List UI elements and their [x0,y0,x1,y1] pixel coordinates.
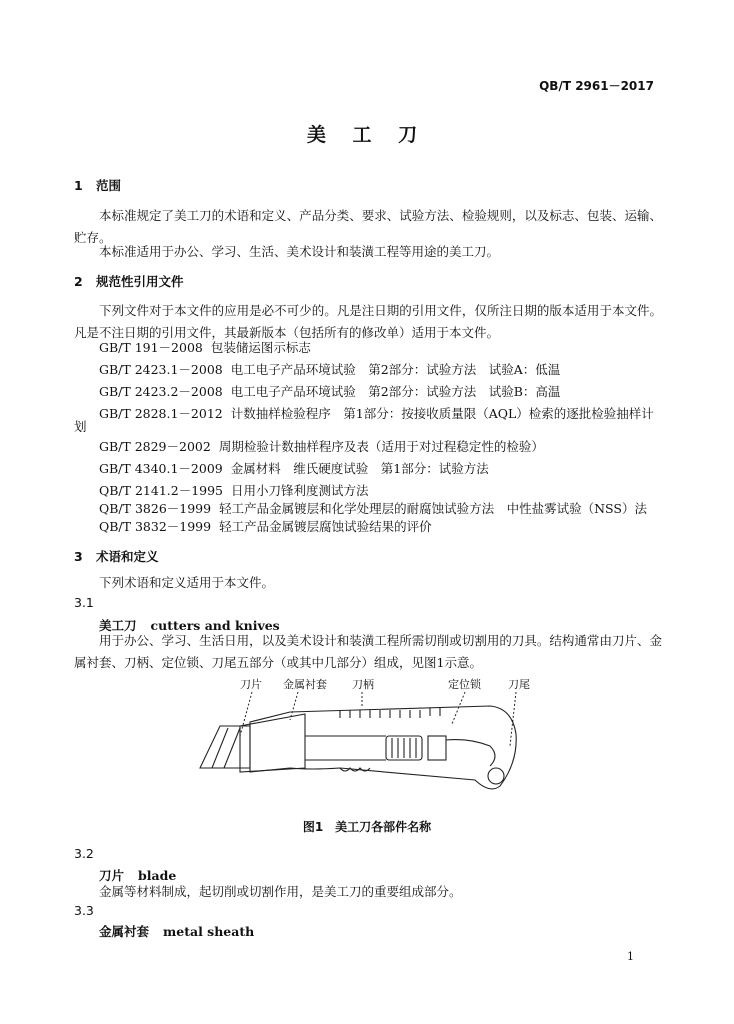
handle-rail [305,736,386,760]
clause-number: 3.1 [74,595,94,610]
term-chinese: 金属衬套 [99,924,150,939]
blade-shape [200,726,250,768]
term-english: metal sheath [163,924,255,939]
reference-item [99,381,560,403]
reference-title: 日用小刀锋利度测试方法 [231,483,369,498]
reference-continuation: 划 [74,419,87,434]
lock-block [428,736,446,760]
blade-score-line [212,728,228,768]
reference-item [99,403,654,425]
reference-item [99,516,432,538]
section-number: 3 [74,549,83,564]
reference-code: QB/T 2141.2－1995 [99,483,224,498]
reference-code: QB/T 3826－1999 [99,501,212,516]
section-title: 术语和定义 [96,549,159,564]
figure-caption: 图1 美工刀各部件名称 [302,820,432,834]
reference-title: 电工电子产品环境试验 第2部分：试验方法 试验A：低温 [230,362,561,377]
reference-title: 轻工产品金属镀层腐蚀试验结果的评价 [219,519,432,534]
term-english: cutters and knives [150,618,280,633]
reference-title: 计数抽样检验程序 第1部分：按接收质量限（AQL）检索的逐批检验抽样计 [230,406,654,421]
reference-code: GB/T 191－2008 [99,340,203,355]
term-definition: 金属等材料制成，起切削或切割作用，是美工刀的重要组成部分。 [99,884,462,899]
reference-code: GB/T 2828.1－2012 [99,406,223,421]
clause-number: 3.3 [74,903,94,918]
knife-drawing [200,706,516,789]
reference-item [99,359,560,381]
terms-intro: 下列术语和定义适用于本文件。 [99,575,275,590]
reference-title: 包装储运图示标志 [210,340,311,355]
reference-title: 周期检验计数抽样程序及表（适用于对过程稳定性的检验） [218,439,544,454]
section-1-heading [74,176,121,194]
handle-shape [250,706,516,789]
term-chinese: 美工刀 [99,618,137,633]
handle-contour [446,740,495,766]
standard-code: QB/T 2961－2017 [539,79,654,93]
label-blade: 刀片 [240,678,262,691]
document-title: 美 工 刀 [306,124,428,146]
section-title: 范围 [96,178,122,193]
scope-paragraph-2: 本标准适用于办公、学习、生活、美术设计和装潢工程等用途的美工刀。 [99,244,500,259]
reference-title: 轻工产品金属镀层和化学处理层的耐腐蚀试验方法 中性盐雾试验（NSS）法 [219,501,647,516]
label-tail: 刀尾 [508,678,530,691]
figure-labels [240,677,530,691]
section-number: 1 [74,178,83,193]
page-number: 1 [627,950,634,963]
reference-code: GB/T 4340.1－2009 [99,461,223,476]
reference-item [99,458,489,480]
reference-title: 电工电子产品环境试验 第2部分：试验方法 试验B：高温 [230,384,561,399]
term-definition: 用于办公、学习、生活日用，以及美术设计和装潢工程所需切削或切割用的刀具。结构通常由刀片、金属衬套、刀柄、定位锁、刀尾五部分（或其中几部分）组成，见图1示意。 [74,633,662,670]
term-entry [99,922,254,940]
scope-paragraph-1: 本标准规定了美工刀的术语和定义、产品分类、要求、试验方法、检验规则，以及标志、包装、运输、贮存。 [74,208,662,245]
references-intro: 下列文件对于本文件的应用是必不可少的。凡是注日期的引用文件，仅所注日期的版本适用于本文件。凡是不注日期的引用文件，其最新版本（包括所有的修改单）适用于本文件。 [74,303,662,340]
term-english: blade [138,868,177,883]
reference-code: GB/T 2423.1－2008 [99,362,223,377]
reference-item [99,337,311,359]
reference-code: QB/T 3832－1999 [99,519,212,534]
label-handle: 刀柄 [352,678,374,691]
reference-code: GB/T 2423.2－2008 [99,384,223,399]
section-title: 规范性引用文件 [96,274,184,289]
section-3-heading [74,547,159,565]
reference-title: 金属材料 维氏硬度试验 第1部分：试验方法 [230,461,489,476]
reference-code: GB/T 2829－2002 [99,439,211,454]
section-number: 2 [74,274,83,289]
section-2-heading [74,272,184,290]
label-lock: 定位锁 [448,678,481,691]
label-metal-sheath: 金属衬套 [283,678,327,691]
utility-knife-figure [190,676,530,806]
tail-hole [488,768,504,784]
leader-lines [240,692,516,746]
reference-item [99,436,544,458]
clause-number: 3.2 [74,846,94,861]
blade-score-line [224,728,240,768]
term-chinese: 刀片 [99,868,125,883]
